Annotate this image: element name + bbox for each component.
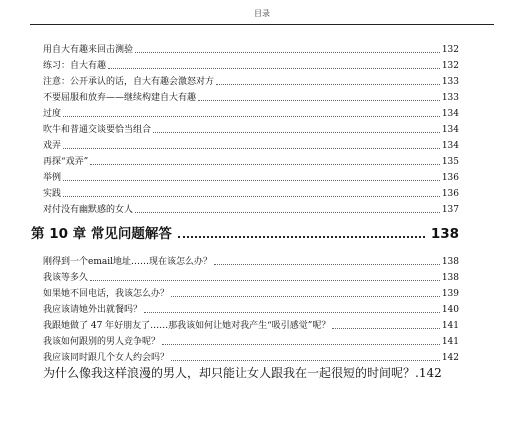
dot-leader [63, 116, 440, 117]
toc-entry-title: 吹牛和普通交谈要恰当组合 [43, 125, 152, 135]
toc-entry[interactable] [43, 256, 459, 268]
toc-entry-page: 141 [441, 337, 459, 347]
toc-entry-title: 我该如何跟别的男人竞争呢？ [43, 337, 161, 347]
toc-entry-title: 我应该同时跟几个女人约会吗？ [43, 353, 170, 363]
toc-entry-page: 138 [441, 257, 459, 267]
toc-entry-title: 不要屈服和放弃——继续构建自大有趣 [43, 93, 197, 103]
dot-leader [144, 312, 440, 313]
toc-entry-page: 132 [441, 61, 459, 71]
toc-entry-title: 练习：自大有趣 [43, 61, 107, 71]
toc-entry-page: 142 [441, 353, 459, 363]
toc-entry-page: 135 [441, 157, 459, 167]
dot-leader [108, 68, 440, 69]
running-header: 目录 [254, 9, 270, 18]
toc-entry-title: 我跟她做了 47 年好朋友了……那我该如何让她对我产生“吸引感觉”呢？ [43, 321, 331, 331]
toc-entry-title: 我该等多久 [43, 273, 89, 283]
toc-entry[interactable] [43, 188, 459, 200]
toc-entry-page: 139 [441, 289, 459, 299]
dot-leader [153, 132, 440, 133]
toc-entry[interactable] [43, 320, 459, 332]
toc-entry-page: 134 [441, 125, 459, 135]
toc-entry-title: 注意：公开承认的话，自大有趣会激怒对方 [43, 77, 215, 87]
toc-entry[interactable] [43, 304, 459, 316]
toc-entry-title: 戏弄 [43, 141, 62, 151]
chapter-title: 第 10 章 常见问题解答 [31, 226, 172, 242]
toc-entry-title: 刚得到一个email地址……现在该怎么办？ [43, 257, 212, 267]
toc-entry-title: 如果她不回电话，我该怎么办？ [43, 289, 170, 299]
dot-leader [135, 212, 440, 213]
toc-entry-title: 为什么像我这样浪漫的男人，却只能让女人跟我在一起很短的时间呢？ [43, 366, 416, 380]
toc-entry-title: 我应该请她外出就餐吗？ [43, 305, 143, 315]
toc-entry[interactable] [43, 44, 459, 56]
toc-entry-title: 过度 [43, 109, 62, 119]
toc-entry[interactable] [43, 172, 459, 184]
toc-entry[interactable] [43, 204, 459, 216]
toc-entry-title: 举例 [43, 173, 62, 183]
dot-leader [162, 344, 440, 345]
dot-leader [332, 328, 439, 329]
toc-entry-title: 再探“戏弄” [43, 157, 89, 167]
toc-entry-page: 132 [441, 45, 459, 55]
dot-leader [171, 360, 440, 361]
dot-leader [216, 84, 440, 85]
toc-entry-page: 141 [441, 321, 459, 331]
toc-entry-page: 137 [441, 205, 459, 215]
toc-entry[interactable] [43, 288, 459, 300]
toc-entry-page: 134 [441, 141, 459, 151]
toc-entry-title: 对付没有幽默感的女人 [43, 205, 134, 215]
toc-entry[interactable] [43, 140, 459, 152]
toc-entry-last[interactable] [43, 366, 459, 380]
toc-entry[interactable] [43, 124, 459, 136]
chapter-page: 138 [430, 226, 459, 242]
toc-entry[interactable] [43, 156, 459, 168]
toc-entry-page: 133 [441, 93, 459, 103]
toc-entry[interactable] [43, 76, 459, 88]
toc-entry[interactable] [43, 352, 459, 364]
dot-leader [135, 52, 440, 53]
dot-leader [90, 164, 440, 165]
dot-leader [63, 196, 440, 197]
dot-leader [214, 264, 440, 265]
toc-entry[interactable] [43, 272, 459, 284]
toc-entry-page: 133 [441, 77, 459, 87]
toc-entry[interactable] [43, 108, 459, 120]
dot-leader [63, 148, 440, 149]
dot-leader [63, 180, 440, 181]
toc-entry-title: 用自大有趣来回击测验 [43, 45, 134, 55]
dot-leader [178, 236, 425, 238]
dot-leader [90, 280, 440, 281]
toc-entry-page: 138 [441, 273, 459, 283]
toc-chapter-heading[interactable] [31, 226, 459, 242]
toc-entry-title: 实践 [43, 189, 62, 199]
dot-leader [171, 296, 440, 297]
toc-entry[interactable] [43, 92, 459, 104]
toc-entry[interactable] [43, 60, 459, 72]
toc-entry-page: 134 [441, 109, 459, 119]
toc-entry[interactable] [43, 336, 459, 348]
toc-entry-page: .142 [415, 366, 442, 380]
toc-entry-page: 136 [441, 173, 459, 183]
dot-leader [198, 100, 440, 101]
toc-entry-page: 136 [441, 189, 459, 199]
toc-entry-page: 140 [441, 305, 459, 315]
